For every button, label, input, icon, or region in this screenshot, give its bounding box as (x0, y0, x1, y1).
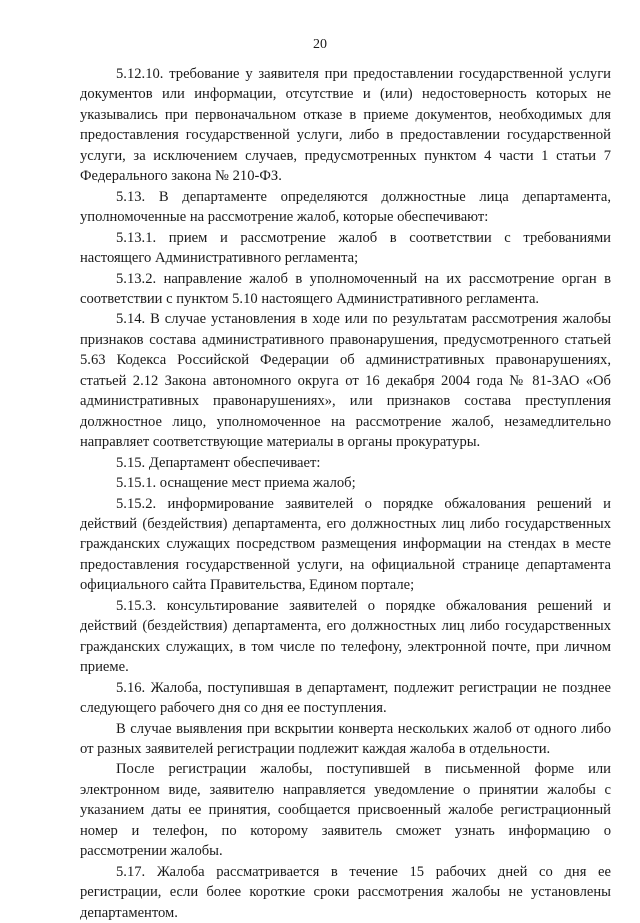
paragraph-5-15-1: 5.15.1. оснащение мест приема жалоб; (116, 475, 356, 492)
paragraph-5-13-2: 5.13.2. направление жалоб в уполномоченный на их рассмотрение орган в соответствии с пунктом 5.10 настоящего Административного регламента. (80, 270, 611, 307)
paragraph-5-16-multiple-complaints: В случае выявления при вскрытии конверта нескольких жалоб от одного либо от разных заявителей регистрации подлежит каждая жалоба в отдельности. (80, 720, 611, 757)
paragraph-5-16-registration-notice: После регистрации жалобы, поступившей в письменной форме или электронном виде, заявителю направляется уведомление о принятии жалобы с указанием даты ее принятия, сообщается присвоенный жалобе регистрационный номер и телефон, по которому заявитель сможет узнать информацию о рассмотрении жалобы. (80, 761, 611, 860)
paragraph-5-13: 5.13. В департаменте определяются должностные лица департамента, уполномоченные на рассмотрение жалоб, которые обеспечивают: (80, 188, 611, 226)
document-body (80, 64, 611, 923)
paragraph-5-14: 5.14. В случае установления в ходе или по результатам рассмотрения жалобы признаков состава административного правонарушения, предусмотренного статьей 5.63 Кодекса Российской Федерации об административных правонарушениях, статьей 2.12 Закона автономного округа от 16 декабря 2004 года № 81-ЗАО «Об административных правонарушениях», или признаков состава преступления должностное лицо, уполномоченное на рассмотрение жалоб, незамедлительно направляет соответствующие материалы в органы прокуратуры. (80, 311, 611, 451)
paragraph-5-13-1: 5.13.1. прием и рассмотрение жалоб в соответствии с требованиями настоящего Административного регламента; (80, 229, 611, 267)
paragraph-5-12-10: 5.12.10. требование у заявителя при предоставлении государственной услуги документов или информации, отсутствие и (или) недостоверность которых не указывались при первоначальном отказе в приеме документов, необходимых для предоставления государственной услуги, либо в предоставлении государственной услуги, за исключением случаев, предусмотренных пунктом 4 части 1 статьи 7 Федерального закона № 210-ФЗ. (80, 66, 611, 185)
paragraph-5-16: 5.16. Жалоба, поступившая в департамент, подлежит регистрации не позднее следующего рабочего дня со дня ее поступления. (80, 679, 611, 717)
page-number: 20 (313, 37, 327, 52)
paragraph-5-17: 5.17. Жалоба рассматривается в течение 15 рабочих дней со дня ее регистрации, если более короткие сроки рассмотрения жалобы не установлены департаментом. (80, 863, 611, 921)
paragraph-5-15-3: 5.15.3. консультирование заявителей о порядке обжалования решений и действий (бездействия) департамента, его должностных лиц либо государственных гражданских служащих, в том числе по телефону, электронной почте, при личном приеме. (80, 597, 611, 676)
paragraph-5-15-2: 5.15.2. информирование заявителей о порядке обжалования решений и действий (бездействия) департамента, его должностных лиц либо государственных гражданских служащих посредством размещения информации на стендах в месте предоставления государственной услуги, на официальной странице департамента официального сайта Правительства, Едином портале; (80, 495, 611, 594)
paragraph-5-15: 5.15. Департамент обеспечивает: (116, 454, 321, 471)
